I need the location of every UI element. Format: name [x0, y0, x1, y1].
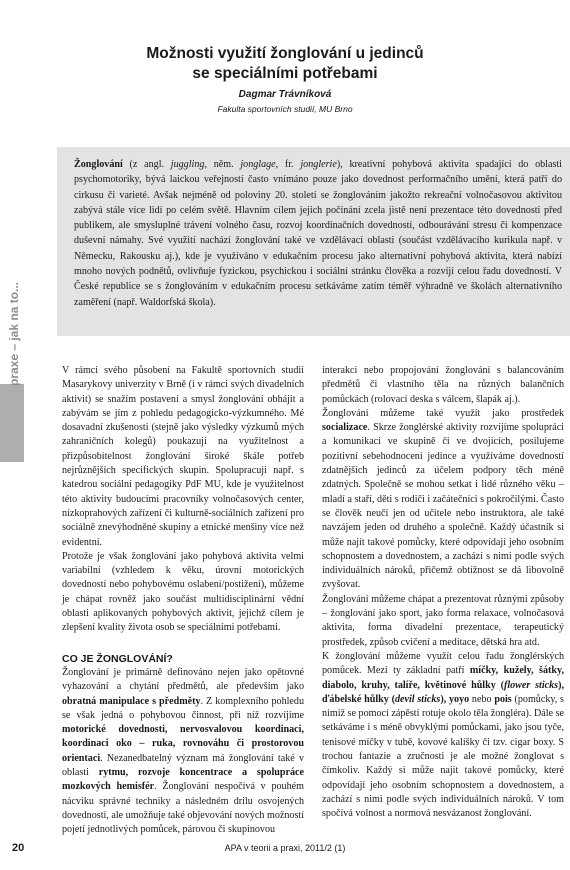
bold-italic-run: devil sticks: [394, 693, 441, 705]
section-label: praxe – jak na to...: [7, 281, 21, 387]
bold-run: ), ďábelské hůlky (: [322, 679, 565, 705]
text-run: . Z komplexního pohledu se však jedná o pohybovou činnost, při níž rozvíjíme: [62, 695, 304, 721]
title-line-2: se speciálními potřebami: [192, 65, 378, 82]
bold-run: obratná manipulace s předměty: [62, 695, 201, 707]
abstract-lead: (z angl.: [122, 159, 171, 170]
text-run: nebo: [469, 693, 495, 705]
text-run: . Nezanedbatelný význam má žonglování také v oblasti: [62, 752, 304, 779]
abstract-text: [74, 157, 562, 310]
text-run: Žonglování můžeme také využít jako prostředek: [322, 407, 564, 419]
abstract-body: ), kreativní pohybová aktivita spadající do oblasti psychomotoriky, bývá laickou veřejností často vnímáno pouze jako dovednost performačního umění, která patří do cirkusu či varieté. Avšak nejméně od poloviny 20. století se žonglováním jakožto rekreační volnočasovou aktivitou zabývá stále více lidí po celém světě. Hlavním cílem jejich počínání zcela jistě není prezentace této dovednosti před publikem, ale smysluplné trávení volného času, rozvoj koordinačních dovedností, odbourávání stresu či kompenzace duševní námahy. Své využití nachází žonglování také ve vzdělávací oblasti (součást vzdělávacího kurikula např. v Německu, Rakousku aj.), kde je využíváno v edukačním procesu jako alternativní pohybová aktivita, která nabízí mnoho nových podnětů, ovlivňuje fyzickou, psychickou i sociální stránku člověka a rozvíjí celou řadu dovedností. V České republice se s žonglováním v edukačním procesu setkáváme zatím téměř výhradně ve školách alternativního zaměření (např. Waldorfská škola).: [74, 159, 562, 308]
journal-footer: APA v teorii a praxi, 2011/2 (1): [224, 843, 346, 853]
text-run: . Skrze žonglérské aktivity rozvíjíme spolupráci a komunikaci ve skupině či ve dvojicích, posilujeme pozitivní sebehodnocení jedince a využíváme dovedností zdatnějších jedinců za účelem podpory těch méně zdatných. Společně se mohou setkat i lidé různého věku – mladí a staří, děti s rodiči i začátečníci s pokročilými. Často se člověk neučí jen od učitele nebo instruktora, ale také navzájem jeden od druhého a společně. Každý účastník si může najít takové pomůcky, které odpovídají jeho osobním schopnostem a dovednostem, a zachází s nimi podle svých individuálních nároků, přičemž obtížnost se dá libovolně zvyšovat.: [322, 422, 564, 591]
section-marker-bar: [0, 384, 24, 462]
bold-run: ), yoyo: [440, 693, 470, 705]
abstract-sep-2: , fr.: [275, 159, 301, 170]
section-heading: CO JE ŽONGLOVÁNÍ?: [62, 652, 173, 665]
paragraph: Žonglování můžeme chápat a prezentovat různými způsoby – žonglování jako sport, jako forma relaxace, volnočasová aktivita, forma divadelní prezentace, terapeutický prostředek, způsob cvičení a meditace, dětská hra atd.: [322, 593, 564, 648]
paragraph: [322, 407, 564, 593]
term-german: jonglage: [240, 159, 276, 170]
left-column: [62, 364, 304, 838]
bold-run: socializace: [322, 422, 368, 434]
page-number: 20: [12, 842, 25, 854]
text-run: K žonglování můžeme využít celou řadu žonglérských pomůcek. Mezi ty základní patří: [322, 650, 564, 677]
abstract-box: [57, 147, 570, 336]
title-line-1: Možnosti využití žonglování u jedinců: [146, 45, 424, 62]
article-title: [0, 44, 570, 84]
abstract-term: Žonglování: [74, 159, 123, 170]
text-run: (pomůcky, s nimiž se pomocí zápěstí rotuje okolo těla žongléra). Dále se setkáváme i s méně obvyklými pomůckami, jako jsou tyče, tenisové míčky v tubě, kovové kalíšky či tzv. cigar boxy. S trochou fantazie a zručnosti je ale možné žonglovat s čímkoliv. Každý si může najít takové pomůcky, které odpovídají jeho osobním schopnostem a dovednostem, a zachází s nimi podle svých individuálních nároků. V tom spočívá volnost a normová nesvázanost žonglování.: [322, 693, 564, 820]
paragraph: V rámci svého působení na Fakultě sportovních studií Masarykovy univerzity v Brně (i v rámci svých divadelních aktivit) se snažím postavení a smysl žonglování obhájit a zabývám se jím z pohledu pedagogicko-výzkumného. Mé dosavadní zkušenosti (stejně jako výsledky výzkumů mých zahraničních kolegů) poukazují na využitelnost a přizpůsobitelnost žonglování široké škále potřeb nejrůznějších specifických skupin. Spolupracuji např. s katedrou sociální pedagogiky PdF MU, kde je využitelnost této aktivity budoucími pracovníky volnočasových center, nízkoprahových zařízení či kulturně-sociálních zařízení pro sociálně znevýhodněné skupiny a etnické menšiny více než evidentní.: [62, 365, 304, 548]
bold-run: rytmu, rozvoje koncentrace a spolupráce mozkových hemisfér: [62, 767, 304, 793]
paragraph: Protože je však žonglování jako pohybová aktivita velmi variabilní (vzhledem k věku, úrovni motorických dovedností nebo pohybovému oslabení/postižení), můžeme je chápat rovněž jako součást multidisciplinární vědní oblasti aplikovaných pohybových aktivit, jejichž cílem je zlepšení kvality života osob se speciálními potřebami.: [62, 550, 304, 634]
bold-run: míčky, kužely, šátky, diabolo, kruhy, talíře, květinové hůlky (: [322, 665, 564, 691]
text-run: Žonglování je primárně definováno nejen jako opětovné vyhazování a chytání předmětů, ale především jako: [62, 666, 304, 693]
term-french: jonglerie: [300, 159, 337, 170]
text-run: . Žonglování nespočívá v pouhém nácviku správné techniky a následném drilu osvojených dovedností, ale umožňuje také objevování nových možností pojetí jednotlivých pomůcek, párovou či skupinovou: [62, 781, 304, 836]
paragraph: [322, 650, 564, 822]
right-column: [322, 364, 564, 822]
author-name: Dagmar Trávníková: [238, 89, 332, 100]
abstract-sep-1: , něm.: [204, 159, 241, 170]
paragraph: [62, 666, 304, 838]
bold-run: motorické dovednosti, nervosvalovou koordinaci, koordinaci oko – ruka, rovnováhu či prostorovou orientaci: [62, 724, 304, 764]
bold-italic-run: flower sticks: [503, 679, 559, 691]
bold-run: pois: [494, 693, 512, 705]
term-english: juggling: [170, 159, 205, 170]
paragraph: interakci nebo propojování žonglování s balancováním předmětů či vlastního těla na různých balančních pomůckách (rolovací deska s válcem, šlapák aj.).: [322, 365, 564, 405]
author-affiliation: Fakulta sportovních studií, MU Brno: [217, 104, 353, 114]
